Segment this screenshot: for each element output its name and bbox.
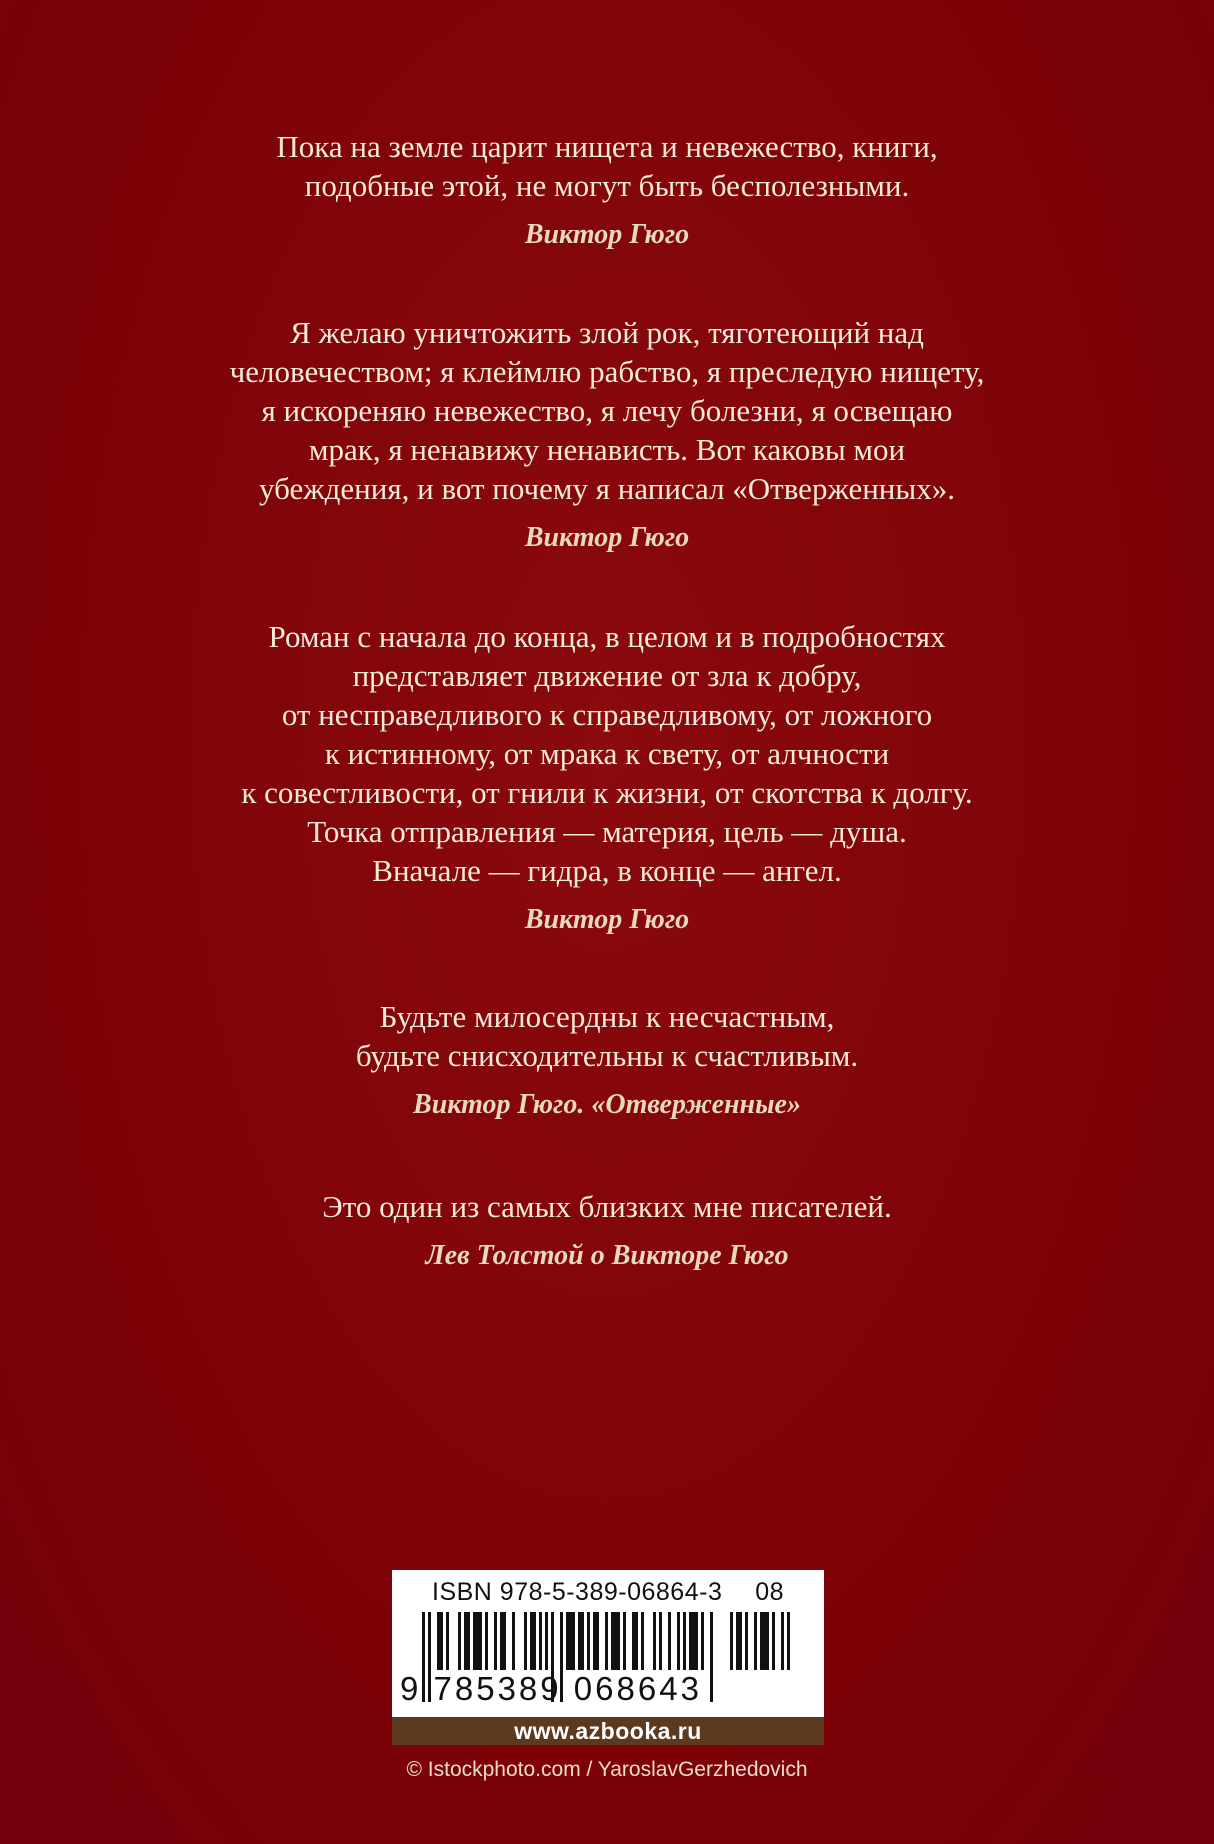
ean-digits: 9 785389 068643 xyxy=(400,1670,702,1707)
quote-text: Будьте милосердны к несчастным, будьте снисходительны к счастливым. xyxy=(355,999,859,1073)
quote-author: Виктор Гюго xyxy=(524,904,690,935)
quote-text: Пока на земле царит нищета и невежество, книги, подобные этой, не могут быть бесполезными. xyxy=(276,129,938,203)
photo-credit: © Istockphoto.com / YaroslavGerzhedovich xyxy=(406,1758,808,1781)
isbn-number: ISBN 978-5-389-06864-3 xyxy=(432,1578,723,1606)
quote-text: Это один из самых близких мне писателей. xyxy=(322,1189,892,1224)
quote-author: Виктор Гюго xyxy=(524,219,690,250)
isbn-line xyxy=(432,1578,814,1607)
addon-barcode-icon xyxy=(730,1612,800,1704)
isbn-addon: 08 xyxy=(755,1578,784,1606)
quote-2 xyxy=(0,313,1214,554)
quote-author: Лев Толстой о Викторе Гюго xyxy=(425,1240,789,1271)
publisher-website: www.azbooka.ru xyxy=(392,1717,824,1745)
quote-text: Роман с начала до конца, в целом и в подробностях представляет движение от зла к добру, от несправедливого к справедливому, от ложного к истинному, от мрака к свету, от алчности к совестливости, от гнили к жизни, от скотства к долгу. Точка отправления — материя, цель — душа. Вначале — гидра, в конце — ангел. xyxy=(241,619,973,888)
quote-author: Виктор Гюго. «Отверженные» xyxy=(413,1089,801,1120)
barcode-block xyxy=(392,1570,824,1745)
quote-4 xyxy=(0,997,1214,1121)
quote-5 xyxy=(0,1187,1214,1272)
quote-3 xyxy=(0,617,1214,936)
quote-text: Я желаю уничтожить злой рок, тяготеющий над человечеством; я клеймлю рабство, я преследую нищету, я искореняю невежество, я лечу болезни, я освещаю мрак, я ненавижу ненависть. Вот каковы мои убеждения, и вот почему я написал «Отверженных». xyxy=(229,315,985,506)
quote-author: Виктор Гюго xyxy=(524,522,690,553)
quote-1 xyxy=(0,127,1214,251)
